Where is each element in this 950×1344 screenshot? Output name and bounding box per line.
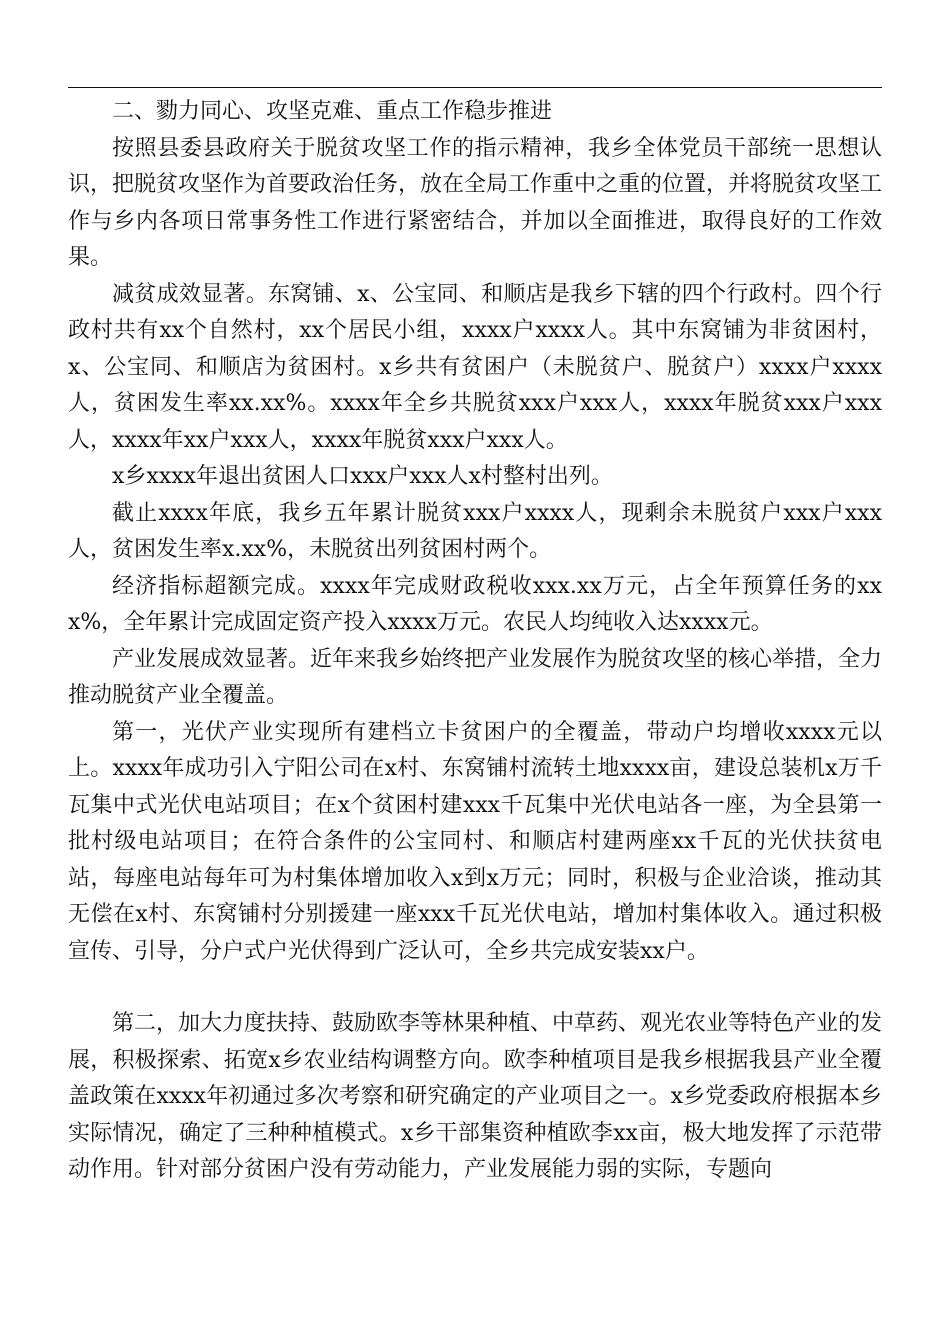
header-rule (68, 87, 882, 88)
paragraph-industry-development: 产业发展成效显著。近年来我乡始终把产业发展作为脱贫攻坚的核心举措，全力推动脱贫产业全覆盖。 (68, 646, 883, 708)
paragraph-gap (68, 970, 882, 1006)
section-heading: 二、勠力同心、攻坚克难、重点工作稳步推进 (112, 99, 553, 124)
paragraph-specialty-industry: 第二，加大力度扶持、鼓励欧李等林果种植、中草药、观光农业等特色产业的发展，积极探索、拓宽x乡农业结构调整方向。欧李种植项目是我乡根据我县产业全覆盖政策在xxxx年初通过多次考察和研究确定的产业项目之一。x乡党委政府根据本乡实际情况，确定了三种种植模式。x乡干部集资种植欧李xx亩，极大地发挥了示范带动作用。针对部分贫困户没有劳动能力，产业发展能力弱的实际，专题向 (68, 1011, 883, 1182)
paragraph-economic-indicators: 经济指标超额完成。xxxx年完成财政税收xxx.xx万元，占全年预算任务的xxx%，全年累计完成固定资产投入xxxx万元。农民人均纯收入达xxxx元。 (68, 573, 882, 635)
paragraph-poverty-reduction: 减贫成效显著。东窝铺、x、公宝同、和顺店是我乡下辖的四个行政村。四个行政村共有xx个自然村，xx个居民小组，xxxx户xxxx人。其中东窝铺为非贫困村，x、公宝同、和顺店为贫困村。x乡共有贫困户（未脱贫户、脱贫户）xxxx户xxxx人，贫困发生率xx.xx%。xxxx年全乡共脱贫xxx户xxx人，xxxx年脱贫xxx户xxx人，xxxx年xx户xxx人，xxxx年脱贫xxx户xxx人。 (68, 281, 882, 453)
paragraph-intro: 按照县委县政府关于脱贫攻坚工作的指示精神，我乡全体党员干部统一思想认识，把脱贫攻坚作为首要政治任务，放在全局工作重中之重的位置，并将脱贫攻坚工作与乡内各项日常事务性工作进行紧密结合，并加以全面推进，取得良好的工作效果。 (68, 135, 883, 270)
paragraph-cumulative: 截止xxxx年底，我乡五年累计脱贫xxx户xxxx人，现剩余未脱贫户xxx户xxx人，贫困发生率x.xx%，未脱贫出列贫困村两个。 (68, 500, 882, 562)
document-page (68, 0, 882, 1344)
document-body (68, 94, 882, 1189)
paragraph-exit-population: x乡xxxx年退出贫困人口xxx户xxx人x村整村出列。 (112, 464, 613, 489)
paragraph-photovoltaic: 第一，光伏产业实现所有建档立卡贫困户的全覆盖，带动户均增收xxxx元以上。xxxx年成功引入宁阳公司在x村、东窝铺村流转土地xxxx亩，建设总装机x万千瓦集中式光伏电站项目；在x个贫困村建xxx千瓦集中光伏电站各一座，为全县第一批村级电站项目；在符合条件的公宝同村、和顺店村建两座xx千瓦的光伏扶贫电站，每座电站每年可为村集体增加收入x到x万元；同时，积极与企业洽谈，推动其无偿在x村、东窝铺村分别援建一座xxx千瓦光伏电站，增加村集体收入。通过积极宣传、引导，分户式户光伏得到广泛认可，全乡共完成安装xx户。 (68, 719, 882, 964)
